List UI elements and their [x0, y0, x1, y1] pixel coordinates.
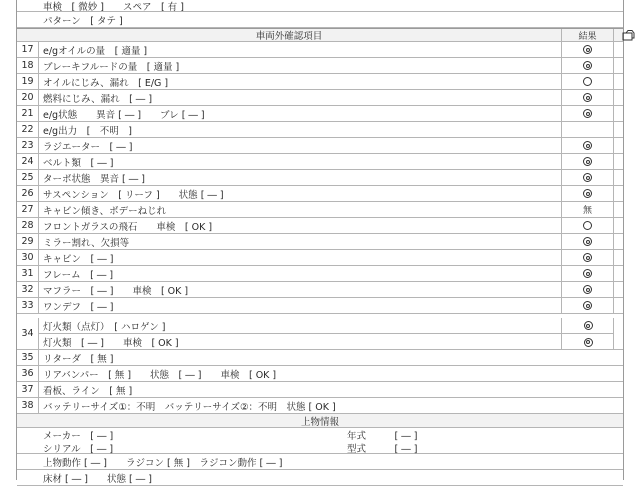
table-row — [17, 366, 623, 382]
double-circle-icon — [583, 237, 592, 246]
row-extra-cell — [613, 202, 640, 217]
model-field: 型式 [ ― ] — [347, 443, 418, 454]
row34-line1 — [39, 318, 561, 334]
double-circle-icon — [584, 338, 593, 347]
row-extra-cell — [613, 234, 640, 249]
row34-line2-result — [561, 334, 613, 350]
upper-header-title: 上物情報 — [300, 416, 339, 427]
row-number: 18 — [17, 58, 39, 73]
table-row — [17, 382, 623, 398]
row-item-text: ワンデフ [ ― ] — [43, 301, 114, 313]
row-item-text: ベルト類 [ ― ] — [43, 157, 114, 169]
row-number: 38 — [17, 398, 39, 413]
row-result — [561, 218, 613, 233]
row-extra-cell — [613, 122, 640, 137]
circle-icon — [583, 221, 592, 230]
row-number: 34 — [17, 318, 39, 349]
row-result — [561, 106, 613, 121]
row-result — [561, 234, 613, 249]
operation-field: 上物動作 [ ― ] ラジコン [ 無 ] ラジコン動作 [ ― ] — [43, 457, 283, 469]
row-extra-cell — [613, 74, 640, 89]
row-item-text: 看板、ライン [ 無 ] — [43, 385, 133, 397]
row-result — [561, 250, 613, 265]
row-number: 23 — [17, 138, 39, 153]
row-extra-cell — [613, 298, 640, 313]
row-result: 無 — [561, 202, 613, 217]
double-circle-icon — [584, 321, 593, 330]
row-result — [561, 298, 613, 313]
year-field: 年式 [ ― ] — [347, 430, 418, 441]
row-number: 37 — [17, 382, 39, 397]
circle-icon — [583, 77, 592, 86]
row34-line1-text: 灯火類（点灯） [ ハロゲン ] — [43, 321, 166, 333]
upper-header — [17, 414, 623, 428]
row-number: 36 — [17, 366, 39, 381]
row-extra-cell — [613, 154, 640, 169]
double-circle-icon — [583, 45, 592, 54]
row-item-text: ミラー割れ、欠損等 — [43, 237, 130, 249]
row-result — [561, 42, 613, 57]
row-extra-cell — [613, 282, 640, 297]
row-item-text: ブレーキフルードの量 [ 適量 ] — [43, 61, 180, 73]
table-row — [17, 298, 623, 314]
row-result — [561, 122, 613, 137]
row-extra-cell — [613, 42, 640, 57]
row-number: 35 — [17, 350, 39, 365]
row-extra-cell — [613, 106, 640, 121]
row-number: 31 — [17, 266, 39, 281]
double-circle-icon — [583, 285, 592, 294]
table-row — [17, 122, 623, 138]
double-circle-icon — [583, 189, 592, 198]
row-item-text: リアバンパー [ 無 ] 状態 [ ― ] 車検 [ OK ] — [43, 369, 277, 381]
row-number: 21 — [17, 106, 39, 121]
row-extra-cell — [613, 318, 640, 349]
row-item-text: e/gオイルの量 [ 適量 ] — [43, 45, 148, 57]
table-row — [17, 282, 623, 298]
double-circle-icon — [583, 253, 592, 262]
row-item-text: マフラー [ ― ] 車検 [ OK ] — [43, 285, 189, 297]
row-extra-cell — [613, 58, 640, 73]
row-extra-cell — [613, 90, 640, 105]
table-row — [17, 90, 623, 106]
row-item-text: キャビン [ ― ] — [43, 253, 114, 265]
row-number: 20 — [17, 90, 39, 105]
inspection-sheet — [16, 0, 624, 485]
row-result — [561, 90, 613, 105]
row-result — [561, 138, 613, 153]
upper-maker-serial — [17, 428, 623, 454]
row-item-text: バッテリーサイズ①：不明 バッテリーサイズ②：不明 状態 [ OK ] — [43, 401, 336, 413]
row-result — [561, 74, 613, 89]
table-header — [17, 28, 623, 42]
serial-field: シリアル [ ― ] — [43, 443, 114, 454]
row-extra-cell — [613, 170, 640, 185]
row34-line2 — [39, 334, 561, 350]
double-circle-icon — [583, 141, 592, 150]
row-item-text: キャビン傾き、ボデーねじれ — [43, 205, 167, 217]
row-item-text: オイルにじみ、漏れ [ E/G ] — [43, 77, 169, 89]
row-number: 28 — [17, 218, 39, 233]
row-item-text: フレーム [ ― ] — [43, 269, 114, 281]
floor-field: 床材 [ ― ] 状態 [ ― ] — [43, 473, 152, 485]
row-item-text: ターボ状態 異音 [ ― ] — [43, 173, 145, 185]
row-extra-cell — [613, 250, 640, 265]
upper-operation — [17, 454, 623, 470]
table-row — [17, 154, 623, 170]
row-number: 32 — [17, 282, 39, 297]
maker-field: メーカー [ ― ] — [43, 430, 114, 441]
row-number: 25 — [17, 170, 39, 185]
row-number: 26 — [17, 186, 39, 201]
table-row — [17, 250, 623, 266]
top-row-1 — [17, 0, 623, 12]
row-number: 33 — [17, 298, 39, 313]
row-result — [561, 282, 613, 297]
row-item-text: フロントガラスの飛石 車検 [ OK ] — [43, 221, 213, 233]
table-row — [17, 202, 623, 218]
table-row — [17, 58, 623, 74]
row-number: 27 — [17, 202, 39, 217]
row-result — [561, 266, 613, 281]
table-row-34 — [17, 318, 623, 350]
double-circle-icon — [583, 157, 592, 166]
header-result: 結果 — [561, 29, 613, 41]
row-item-text: ラジエーター [ ― ] — [43, 141, 133, 153]
row-item-text: e/g出力 [ 不明 ] — [43, 125, 132, 137]
top-row-2 — [17, 12, 623, 28]
row-number: 24 — [17, 154, 39, 169]
double-circle-icon — [583, 93, 592, 102]
row-extra-cell — [613, 266, 640, 281]
table-row — [17, 74, 623, 90]
table-row — [17, 350, 623, 366]
double-circle-icon — [583, 269, 592, 278]
row-number: 22 — [17, 122, 39, 137]
table-row — [17, 234, 623, 250]
table-row — [17, 138, 623, 154]
row-extra-cell — [613, 138, 640, 153]
top-line-2: パターン [ タテ ] — [43, 15, 123, 27]
row-result — [561, 186, 613, 201]
upper-floor — [17, 470, 623, 486]
row-extra-cell — [613, 218, 640, 233]
row-number: 17 — [17, 42, 39, 57]
double-circle-icon — [583, 109, 592, 118]
header-title: 車両外確認項目 — [255, 31, 323, 41]
row-result — [561, 58, 613, 73]
table-row — [17, 218, 623, 234]
row-item-text: 燃料にじみ、漏れ [ ― ] — [43, 93, 153, 105]
double-circle-icon — [583, 173, 592, 182]
row-number: 19 — [17, 74, 39, 89]
row-number: 29 — [17, 234, 39, 249]
table-row — [17, 106, 623, 122]
row-result — [561, 170, 613, 185]
row-item-text: e/g状態 異音 [ ― ] ブレ [ ― ] — [43, 109, 205, 121]
table-row — [17, 170, 623, 186]
row-item-text: サスペンション [ リーフ ] 状態 [ ― ] — [43, 189, 224, 201]
table-row — [17, 266, 623, 282]
row-item-text: リターダ [ 無 ] — [43, 353, 114, 365]
table-row — [17, 186, 623, 202]
row-extra-cell — [613, 186, 640, 201]
row-number: 30 — [17, 250, 39, 265]
row34-line1-result — [561, 318, 613, 334]
row34-line2-text: 灯火類 [ ― ] 車検 [ OK ] — [43, 338, 179, 349]
clipboard-icon — [613, 29, 640, 41]
table-row — [17, 398, 623, 414]
top-line-1: 車検 [ 微妙 ] スペア [ 有 ] — [43, 1, 184, 11]
double-circle-icon — [583, 301, 592, 310]
double-circle-icon — [583, 61, 592, 70]
row-result — [561, 154, 613, 169]
table-row — [17, 42, 623, 58]
